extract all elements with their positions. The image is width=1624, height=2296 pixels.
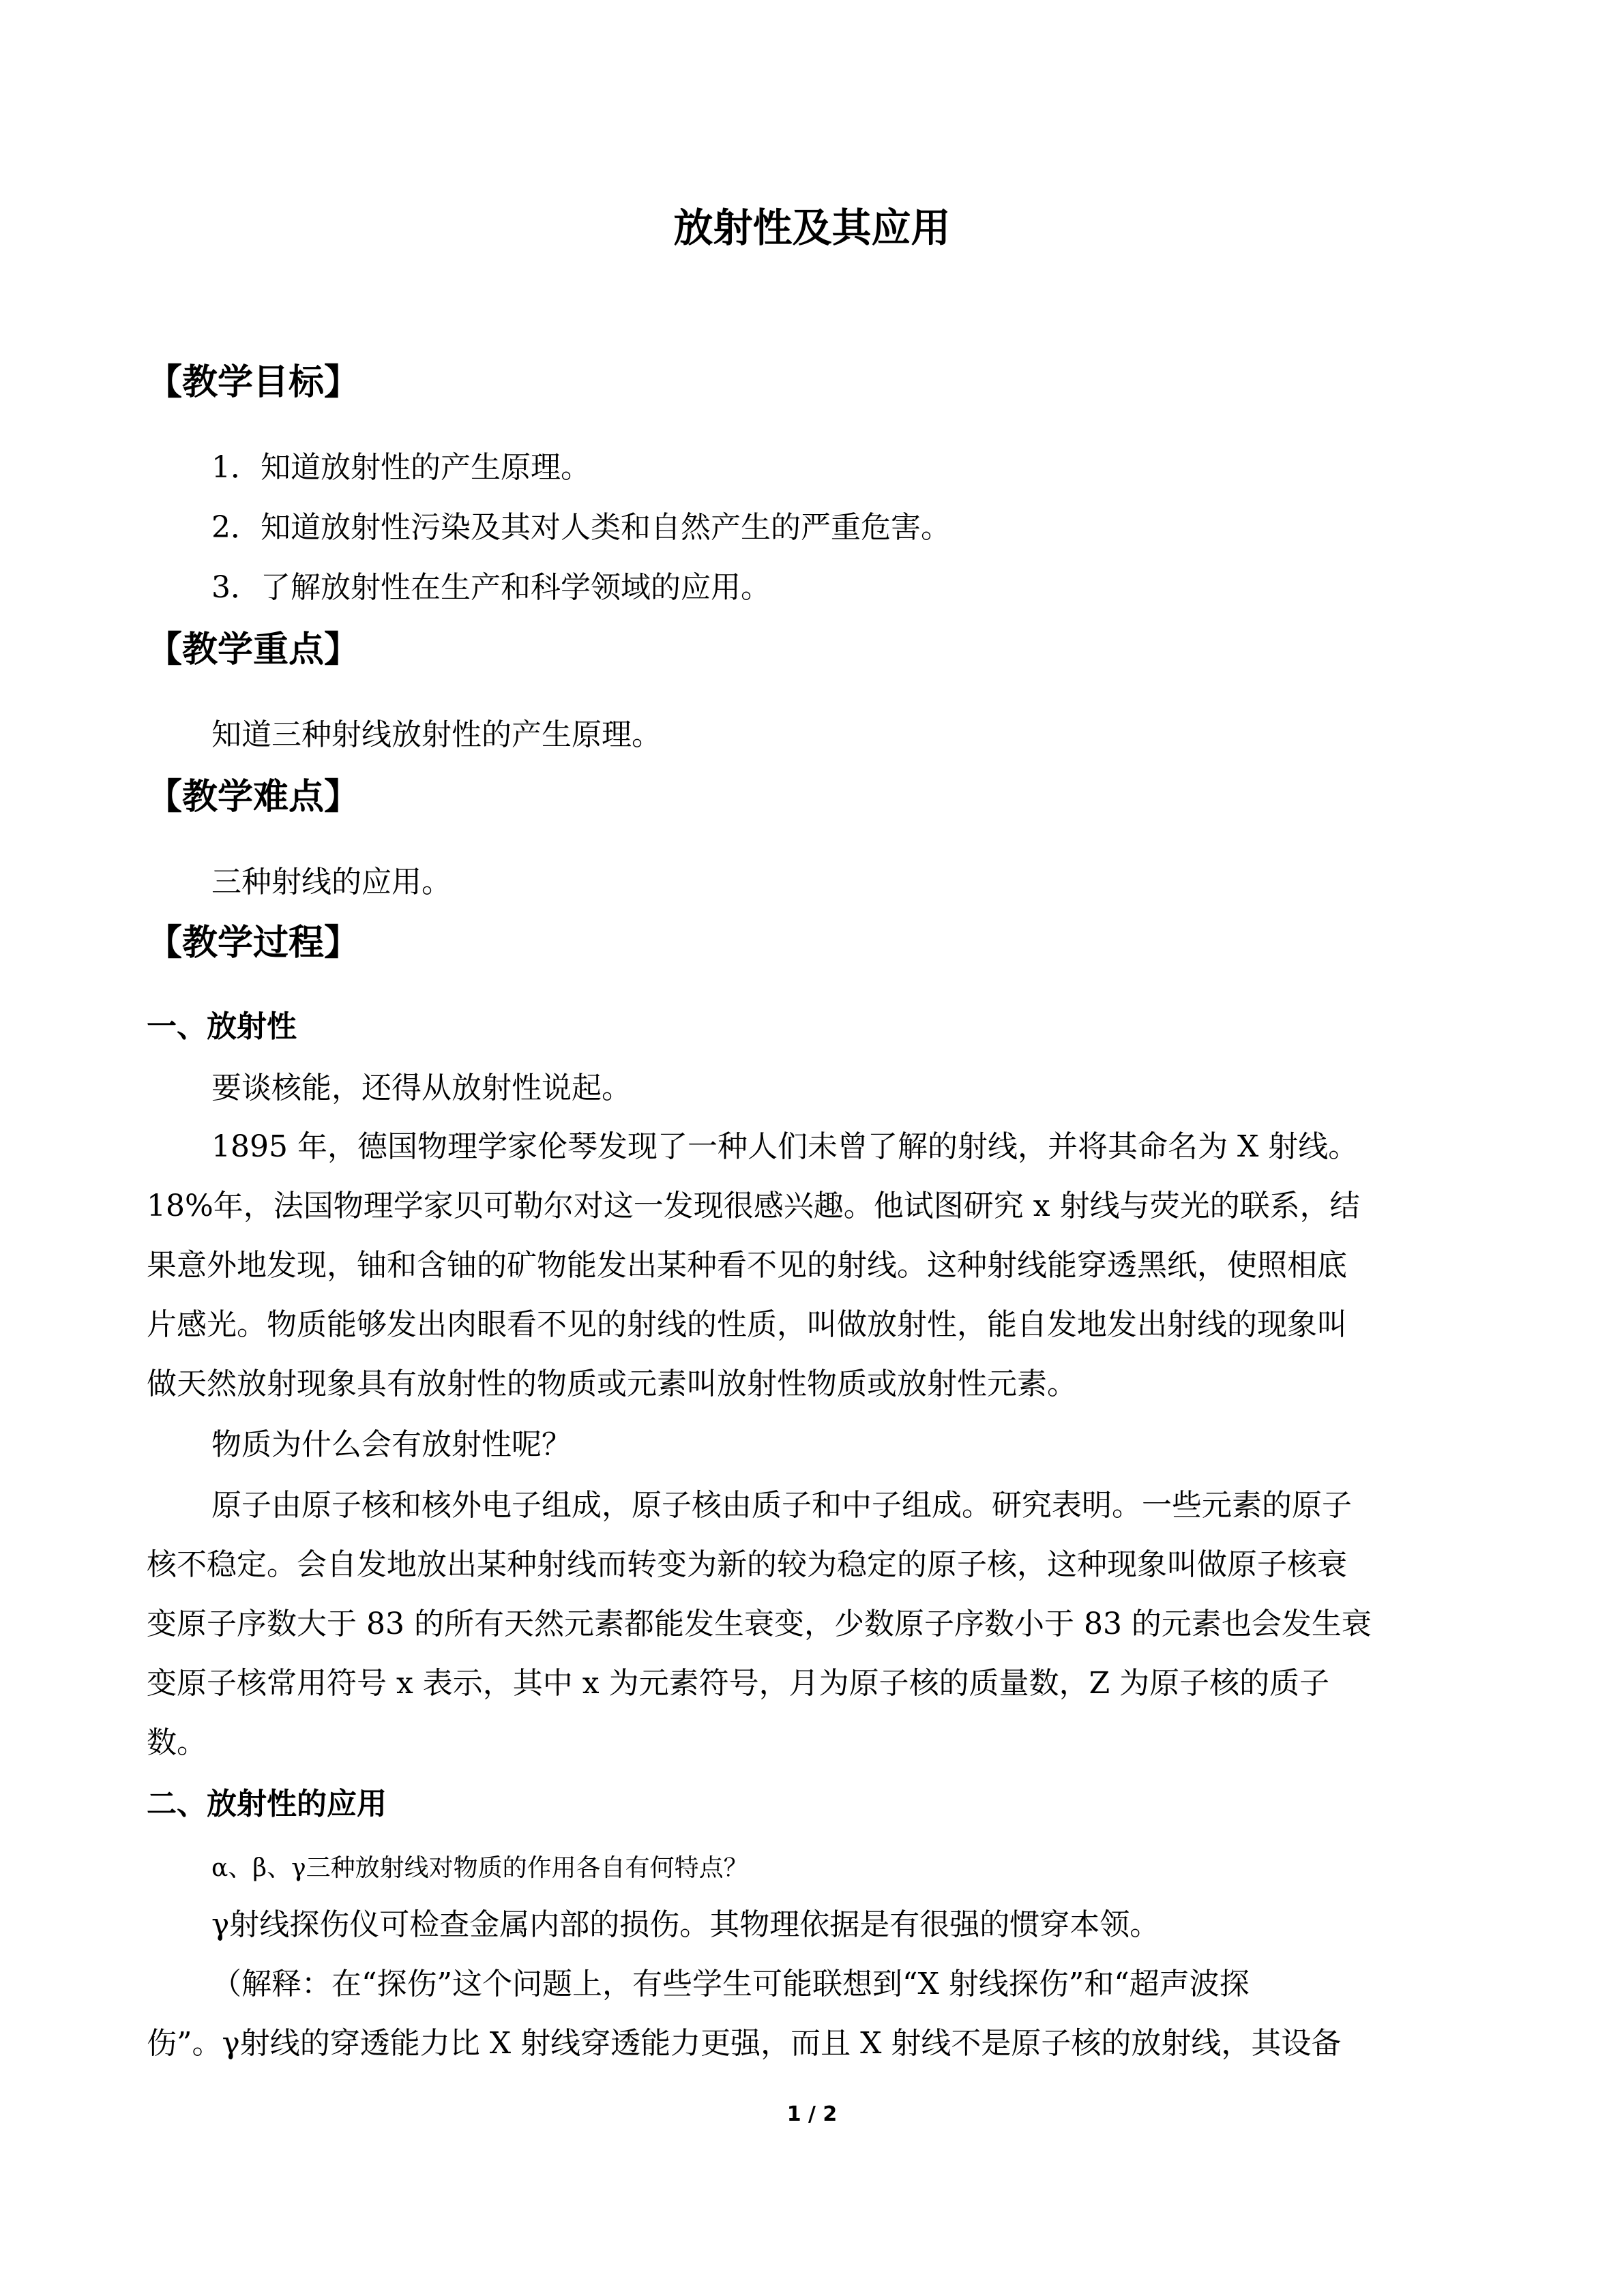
difficulties-heading: 【教学难点】: [147, 777, 360, 818]
paragraph-line: 物质为什么会有放射性呢？: [211, 1427, 572, 1462]
part2-heading: 二、放射性的应用: [147, 1787, 387, 1821]
paragraph-line: 变原子序数大于 83 的所有天然元素都能发生衰变，少数原子序数小于 83 的元素也会发生衰: [147, 1607, 1372, 1641]
objective-item: 1．知道放射性的产生原理。: [211, 450, 591, 485]
paragraph-line: 要谈核能，还得从放射性说起。: [211, 1071, 632, 1105]
paragraph-line: 变原子核常用符号 x 表示，其中 x 为元素符号，月为原子核的质量数，Z 为原子核的质子: [147, 1666, 1330, 1701]
objectives-heading: 【教学目标】: [147, 362, 360, 403]
paragraph-line: 18%年，法国物理学家贝可勒尔对这一发现很感兴趣。他试图研究 x 射线与荧光的联系，结: [147, 1189, 1360, 1223]
difficulties-text: 三种射线的应用。: [211, 865, 452, 899]
paragraph-line: 伤”。γ射线的穿透能力比 X 射线穿透能力更强，而且 X 射线不是原子核的放射线，其设备: [147, 2026, 1342, 2061]
process-heading: 【教学过程】: [147, 923, 360, 964]
paragraph-line: 核不稳定。会自发地放出某种射线而转变为新的较为稳定的原子核，这种现象叫做原子核衰: [147, 1547, 1347, 1582]
paragraph-line: α、β、γ三种放射线对物质的作用各自有何特点？: [211, 1854, 748, 1882]
key-points-heading: 【教学重点】: [147, 629, 360, 670]
paragraph-line: 数。: [147, 1725, 207, 1760]
paragraph-line: 果意外地发现，铀和含铀的矿物能发出某种看不见的射线。这种射线能穿透黑纸，使照相底: [147, 1248, 1347, 1283]
objective-item: 3．了解放射性在生产和科学领域的应用。: [211, 570, 771, 605]
paragraph-line: γ射线探伤仪可检查金属内部的损伤。其物理依据是有很强的惯穿本领。: [211, 1907, 1160, 1942]
part1-heading: 一、放射性: [147, 1009, 297, 1044]
page-number: 1 / 2: [786, 2102, 838, 2126]
objective-item: 2．知道放射性污染及其对人类和自然产生的严重危害。: [211, 510, 951, 545]
paragraph-line: （解释：在“探伤”这个问题上，有些学生可能联想到“X 射线探伤”和“超声波探: [211, 1967, 1250, 2001]
paragraph-line: 1895 年，德国物理学家伦琴发现了一种人们未曾了解的射线，并将其命名为 X 射线。: [211, 1129, 1359, 1164]
paragraph-line: 片感光。物质能够发出肉眼看不见的射线的性质，叫做放射性，能自发地发出射线的现象叫: [147, 1307, 1347, 1342]
paragraph-line: 做天然放射现象具有放射性的物质或元素叫放射性物质或放射性元素。: [147, 1367, 1077, 1401]
page-title: 放射性及其应用: [673, 205, 951, 251]
key-points-text: 知道三种射线放射性的产生原理。: [211, 717, 662, 752]
paragraph-line: 原子由原子核和核外电子组成，原子核由质子和中子组成。研究表明。一些元素的原子: [211, 1488, 1352, 1523]
